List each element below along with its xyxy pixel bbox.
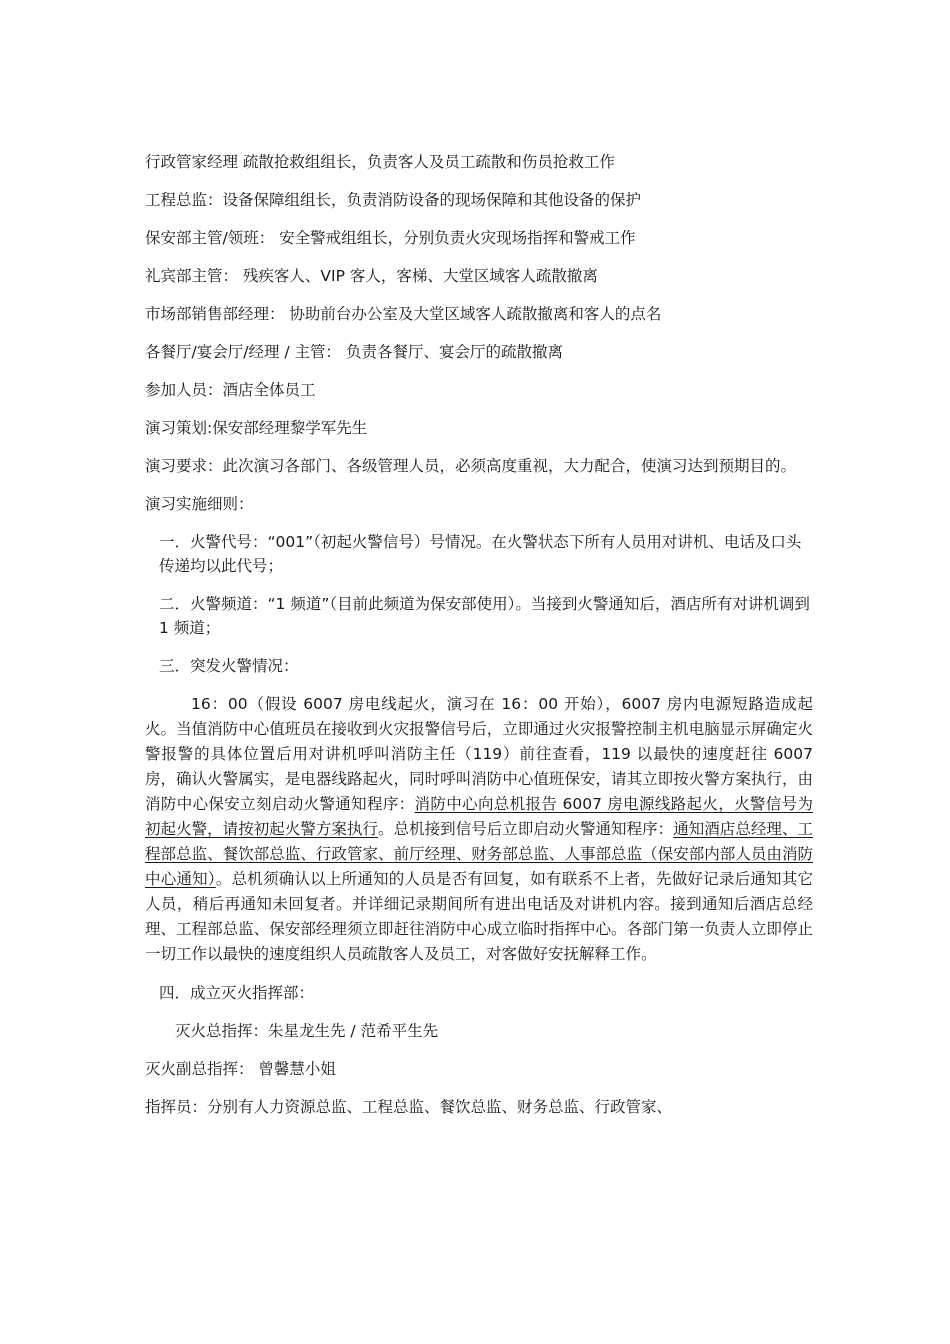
- line-requirements: 演习要求：此次演习各部门、各级管理人员，必须高度重视，大力配合，使演习达到预期目的。: [145, 457, 797, 475]
- line-concierge: 礼宾部主管： 残疾客人、VIP 客人，客梯、大堂区域客人疏散撤离: [145, 267, 598, 285]
- line-housekeeping: 行政管家经理 疏散抢救组组长，负责客人及员工疏散和伤员抢救工作: [145, 153, 615, 171]
- line-sales: 市场部销售部经理： 协助前台办公室及大堂区域客人疏散撤离和客人的点名: [145, 305, 662, 323]
- fire-scenario-paragraph: [145, 692, 813, 967]
- line-rule-4: 四．成立灭火指挥部：: [159, 984, 315, 1002]
- line-rule-3: 三．突发火警情况：: [159, 657, 299, 675]
- scenario-text-c: 。总机接到信号后立即启动火警通知程序：: [378, 820, 674, 838]
- line-commander: 灭火总指挥：朱星龙生先 / 范希平生先: [175, 1022, 439, 1040]
- line-rule-1: 一．火警代号：“001”（初起火警信号）号情况。在火警状态下所有人员用对讲机、电话及口头传递均以此代号；: [159, 533, 802, 575]
- scenario-text-e: 。总机须确认以上所通知的人员是否有回复，如有联系不上者，先做好记录后通知其它人员，稍后再通知未回复者。并详细记录期间所有进出电话及对讲机内容。接到通知后酒店总经理、工程部总监、保安部经理须立即赶往消防中心成立临时指挥中心。各部门第一负责人立即停止一切工作以最快的速度组织人员疏散客人及员工，对客做好安抚解释工作。: [145, 870, 813, 963]
- line-planner: 演习策划:保安部经理黎学军先生: [145, 419, 368, 437]
- document-page: [145, 150, 813, 1133]
- line-rule-2: 二．火警频道：“1 频道”（目前此频道为保安部使用）。当接到火警通知后，酒店所有对讲机调到 1 频道；: [159, 595, 810, 637]
- line-rules-heading: 演习实施细则：: [145, 495, 254, 513]
- line-directors: 指挥员：分别有人力资源总监、工程总监、餐饮总监、财务总监、行政管家、: [145, 1098, 673, 1116]
- scenario-text-a: 16：00（假设 6007 房电线起火，演习在 16：00 开始），6007 房内电源短路造成起火。当值消防中心值班员在接收到火灾报警信号后，立即通过火灾报警控制主机电脑显示屏确定火警报警的具体位置后用对讲机呼叫消防主任（119）前往查看，119 以最快的速度赶往 6007 房，确认火警属实，是电器线路起火，同时呼叫消防中心值班保安，请其立即按火警方案执行，由消防中心保安立刻启动火警通知程序：: [145, 695, 813, 813]
- scenario-underlined-notify: 通知酒店总经理、工程部总监、餐饮部总监、行政管家、前厅经理、财务部总监、人事部总监（保安部内部人员由消防中心通知）: [145, 820, 813, 888]
- line-participants: 参加人员：酒店全体员工: [145, 381, 316, 399]
- line-security: 保安部主管/领班： 安全警戒组组长，分别负责火灾现场指挥和警戒工作: [145, 229, 636, 247]
- line-deputy-commander: 灭火副总指挥： 曾馨慧小姐: [145, 1060, 336, 1078]
- scenario-underlined-report: 消防中心向总机报告 6007 房电源线路起火，火警信号为初起火警，请按初起火警方案执行: [145, 795, 813, 838]
- line-restaurants: 各餐厅/宴会厅/经理 / 主管： 负责各餐厅、宴会厅的疏散撤离: [145, 343, 563, 361]
- line-engineering: 工程总监：设备保障组组长，负责消防设备的现场保障和其他设备的保护: [145, 191, 642, 209]
